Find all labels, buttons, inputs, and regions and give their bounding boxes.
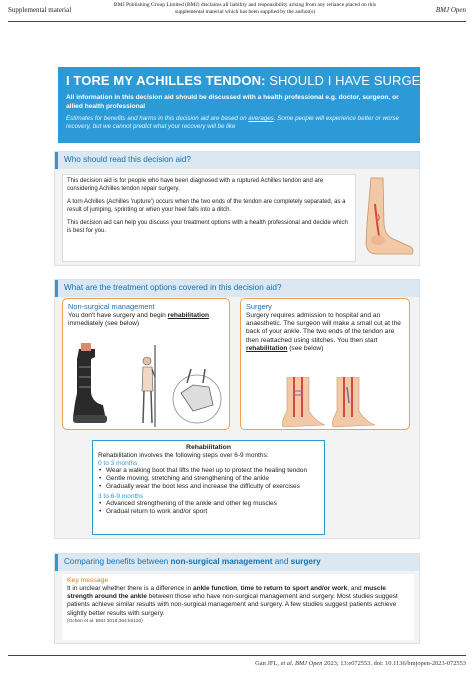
compare-heading-mid: and bbox=[272, 557, 291, 566]
footer-divider bbox=[8, 655, 466, 656]
banner-note bbox=[66, 115, 412, 131]
km-t3: , and bbox=[347, 585, 364, 592]
key-message-citation: (Ochen et al. BMJ 2018;364:k5120) bbox=[67, 618, 143, 624]
nonsurgical-rehab-word: rehabilitation bbox=[167, 312, 210, 319]
surgery-box bbox=[240, 298, 410, 430]
title-banner bbox=[58, 67, 446, 143]
km-b1: ankle function bbox=[192, 585, 238, 592]
footer-journal: et al. BMJ Open bbox=[280, 660, 323, 667]
note-pre: Estimates for benefits and harms in this decision aid are based on bbox=[66, 115, 249, 122]
walking-boot-illustration bbox=[69, 343, 109, 427]
compare-heading bbox=[55, 554, 419, 571]
surgery-ankle-illustration bbox=[281, 377, 381, 429]
note-post: . Some people will experience better or worse recovery, but we cannot predict what your recovery will be like bbox=[66, 115, 399, 130]
header-journal-name: BMJ Open bbox=[435, 6, 466, 14]
page-footer bbox=[0, 655, 474, 673]
rehab-period-2: 3 to 6-9 months bbox=[98, 492, 144, 500]
compare-heading-pre: Comparing benefits between bbox=[64, 557, 171, 566]
km-t2: , bbox=[237, 585, 241, 592]
exercise-illustration bbox=[119, 343, 225, 427]
km-b2: time to return to sport and/or work bbox=[240, 585, 348, 592]
header-divider bbox=[8, 21, 466, 22]
achilles-foot-illustration bbox=[357, 174, 417, 259]
nonsurgical-title: Non-surgical management bbox=[68, 302, 155, 311]
supplemental-header bbox=[0, 0, 474, 22]
rehabilitation-box bbox=[92, 440, 325, 535]
footer-doi: 2023; 13:e072553. doi: 10.1136/bmjopen-2023-072553 bbox=[322, 660, 466, 667]
compare-section bbox=[54, 553, 420, 644]
nonsurgical-text bbox=[68, 312, 224, 328]
surgery-title: Surgery bbox=[246, 302, 272, 311]
rehab-intro: Rehabilitation involves the following steps over 6-9 months: bbox=[98, 452, 269, 459]
who-paragraph-1: This decision aid is for people who have been diagnosed with a ruptured Achilles tendon and are considering Achilles tendon repair surgery. bbox=[67, 178, 324, 192]
compare-heading-a: non-surgical management bbox=[170, 557, 273, 566]
key-message-title: Key message bbox=[67, 577, 109, 584]
list-item: • Gradually wear the boot less and increase the difficulty of exercises bbox=[98, 483, 319, 491]
key-message-box bbox=[62, 574, 414, 640]
who-section bbox=[54, 151, 420, 266]
km-t4: between those who have non-surgical management and surgery. Most studies suggest patients achieve similar results with non-surgical management and surgery. A few studies suggest patients achieve slightly better results with surgery. bbox=[67, 593, 398, 617]
list-item: • Wear a walking boot that lifts the heel up to protect the healing tendon bbox=[98, 467, 319, 475]
who-heading: Who should read this decision aid? bbox=[55, 152, 419, 169]
nonsurgical-text-post: immediately (see below) bbox=[68, 320, 140, 328]
who-paragraph-2: A torn Achilles (Achilles 'rupture') occurs when the two ends of the tendon are completely separated, as a result of jumping, sprinting or when your heel falls into a ditch. bbox=[67, 199, 346, 213]
rehab-list-1 bbox=[98, 467, 319, 492]
list-item: • Gradual return to work and/or sport bbox=[98, 508, 319, 516]
list-item: • Advanced strengthening of the ankle and other leg muscles bbox=[98, 500, 319, 508]
list-item: • Gentle moving, stretching and strengthening of the ankle bbox=[98, 475, 319, 483]
options-section bbox=[54, 279, 420, 539]
who-text-box bbox=[62, 174, 356, 262]
header-disclaimer: BMJ Publishing Group Limited (BMJ) disclaims all liability and responsibility arising from any reliance placed on this supplemental material which has been supplied by the author(s) bbox=[113, 2, 377, 15]
km-b3: muscle strength around the ankle bbox=[67, 585, 386, 601]
rehab-title: Rehabilitation bbox=[186, 444, 231, 451]
surgery-text bbox=[246, 312, 404, 353]
key-message-text bbox=[67, 585, 409, 618]
rehab-list-2 bbox=[98, 500, 319, 516]
footer-authors: Gan JFL, bbox=[255, 660, 281, 667]
note-averages: averages bbox=[248, 115, 274, 122]
compare-heading-b: surgery bbox=[290, 557, 321, 566]
options-heading: What are the treatment options covered in this decision aid? bbox=[55, 280, 419, 297]
banner-subtitle: All information in this decision aid should be discussed with a health professional e.g. doctor, surgeon, or allied health professional bbox=[66, 94, 399, 110]
surgery-text-pre: Surgery requires admission to hospital and an anaesthetic. The surgeon will make a small cut at the back of your ankle. The two ends of the tendon are then reattached using stitches. You then start bbox=[246, 312, 401, 344]
header-left-label: Supplemental material bbox=[8, 6, 72, 14]
rehab-period-1: 0 to 3 months bbox=[98, 460, 138, 467]
nonsurgical-box bbox=[62, 298, 230, 430]
surgery-rehab-word: rehabilitation bbox=[246, 344, 288, 352]
who-paragraph-3: This decision aid can help you discuss your treatment options with a health professional and decide which is best for you. bbox=[67, 220, 348, 234]
surgery-text-post: (see below) bbox=[287, 344, 324, 352]
title-bold-part: I TORE MY ACHILLES TENDON: bbox=[66, 73, 266, 88]
title-rest-part: SHOULD I HAVE SURGERY? bbox=[265, 73, 446, 88]
page-title bbox=[66, 73, 446, 88]
nonsurgical-text-pre: You don't have surgery and begin bbox=[68, 312, 168, 319]
footer-citation bbox=[255, 660, 466, 667]
km-t1: It in unclear whether there is a difference in bbox=[67, 585, 193, 592]
